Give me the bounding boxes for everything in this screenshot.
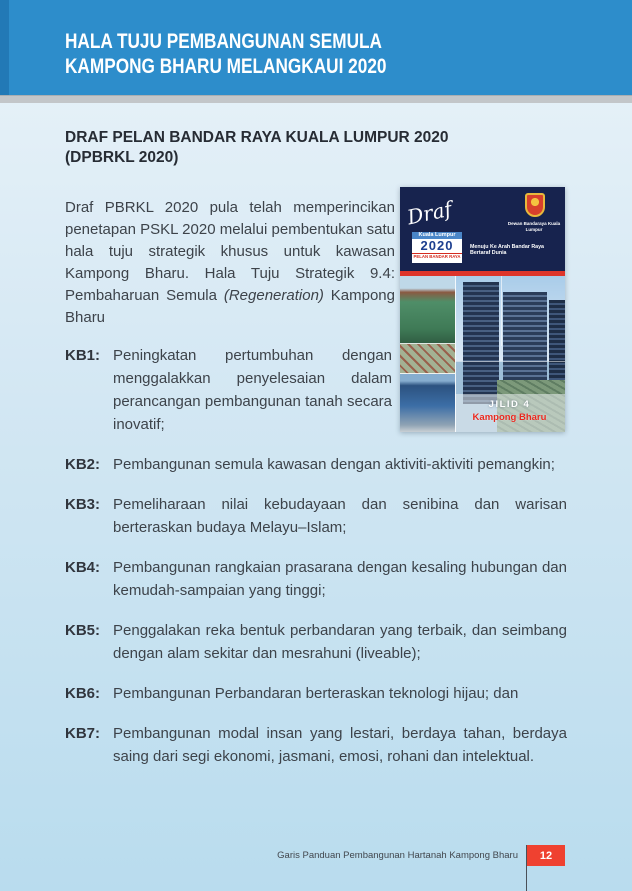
list-item-kb2 — [65, 453, 567, 476]
page-footer — [0, 845, 565, 866]
list-item-label: KB2: — [65, 456, 101, 473]
page-header-title — [65, 29, 457, 79]
cover-volume-title: Kampong Bharu — [472, 412, 547, 423]
list-item-kb3 — [65, 493, 567, 539]
list-item-label: KB4: — [65, 559, 101, 576]
list-item-label: KB5: — [65, 622, 101, 639]
photo-traditional-house — [400, 276, 455, 344]
cover-volume-number: JILID 4 — [488, 399, 531, 410]
photo-village-rooftops — [400, 344, 455, 374]
intro-paragraph — [65, 197, 395, 329]
photo-seam — [400, 343, 455, 344]
footer-document-title: Garis Panduan Pembangunan Hartanah Kampong Bharu — [277, 850, 518, 861]
list-item-kb4 — [65, 556, 567, 602]
list-item-kb5 — [65, 619, 567, 665]
book-cover-image — [400, 187, 565, 432]
photo-seam — [501, 276, 502, 346]
city-hall-crest-icon — [525, 193, 545, 217]
list-item-label: KB6: — [65, 685, 101, 702]
section-title-line2: (DPBRKL 2020) — [65, 149, 179, 166]
photo-skyscraper — [463, 282, 499, 404]
section-title — [65, 128, 567, 168]
list-item-text: Pembangunan modal insan yang lestari, berdaya tahan, berdaya saing dari segi ekonomi, jasmani, emosi, rohani dan intelektual. — [113, 725, 567, 765]
list-item-label: KB7: — [65, 725, 101, 742]
intro-text: Draf PBRKL 2020 pula telah memperincikan penetapan PSKL 2020 melalui pembentukan satu hala tuju strategik khusus untuk kawasan Kampong Bharu. Hala Tuju Strategik 9.4: Pembaharuan Semula — [65, 199, 395, 304]
list-item-text: Pemeliharaan nilai kebudayaan dan senibina dan warisan berteraskan budaya Melayu–Islam; — [113, 496, 567, 536]
list-item-text: Pembangunan Perbandaran berteraskan teknologi hijau; dan — [113, 685, 519, 702]
header-title-line1: HALA TUJU PEMBANGUNAN SEMULA — [65, 30, 382, 53]
list-item-label: KB3: — [65, 496, 101, 513]
photo-seam — [400, 373, 455, 374]
header-divider — [0, 95, 632, 103]
section-title-line1: DRAF PELAN BANDAR RAYA KUALA LUMPUR 2020 — [65, 129, 449, 146]
intro-text-after: Kampong Bharu — [65, 287, 395, 326]
page-number-badge: 12 — [527, 845, 565, 866]
list-item-text: Penggalakan reka bentuk perbandaran yang terbaik, dan seimbang dengan alam sekitar dan mesrahuni (liveable); — [113, 622, 567, 662]
kl2020-logo — [412, 232, 462, 263]
photo-blue-house — [400, 374, 455, 432]
header-left-accent — [0, 0, 9, 95]
list-item-text: Pembangunan semula kawasan dengan aktiviti-aktiviti pemangkin; — [113, 456, 555, 473]
intro-italic-term: (Regeneration) — [223, 287, 324, 304]
cover-top-panel — [400, 187, 565, 271]
cover-tagline: Menuju Ke Arah Bandar Raya Bertaraf Dunia — [470, 244, 544, 256]
list-item-kb6 — [65, 682, 567, 705]
list-item-kb7 — [65, 722, 567, 768]
logo-year-text: 2020 — [420, 238, 454, 253]
cover-draf-script: Draf — [404, 196, 454, 230]
list-item-text: Peningkatan pertumbuhan dengan menggalakkan penyelesaian dalam perancangan pembangunan tanah secara inovatif; — [113, 347, 392, 433]
page-header-band — [0, 0, 632, 95]
page-content — [0, 103, 632, 891]
photo-seam — [455, 361, 565, 362]
footer-rule-line — [526, 845, 527, 891]
cover-photo-montage — [400, 276, 565, 432]
logo-subtitle-text: PELAN BANDAR RAYA — [413, 254, 461, 259]
list-item-label: KB1: — [65, 347, 101, 364]
header-title-line2: KAMPONG BHARU MELANGKAUI 2020 — [65, 55, 387, 78]
cover-volume-labels — [456, 398, 563, 424]
crest-caption: Dewan Bandaraya Kuala Lumpur — [507, 221, 561, 232]
list-item-text: Pembangunan rangkaian prasarana dengan kesaling hubungan dan kemudah-sampaian yang tinggi; — [113, 559, 567, 599]
logo-city-text: Kuala Lumpur — [412, 232, 462, 239]
